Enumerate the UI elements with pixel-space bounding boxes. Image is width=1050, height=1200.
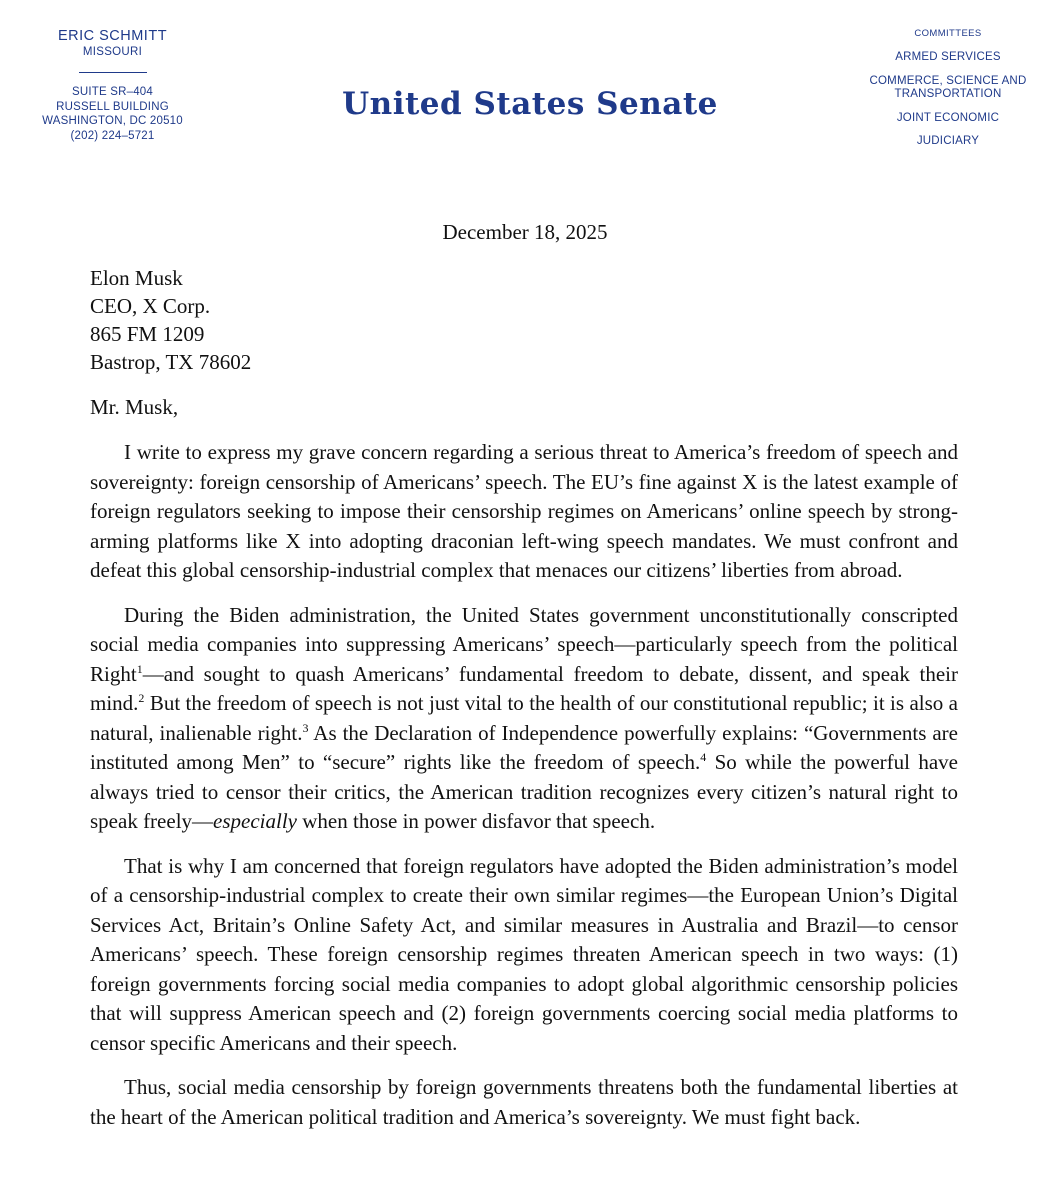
- letterhead-committees: [860, 28, 1036, 159]
- letterhead-left: [20, 28, 205, 143]
- recipient-line: Bastrop, TX 78602: [90, 350, 252, 374]
- letterhead-divider: [79, 72, 147, 73]
- paragraph-2-text: —and sought to quash Americans’ fundamental freedom to debate, dissent, and speak their mind.: [90, 661, 958, 715]
- office-address-line: WASHINGTON, DC 20510: [42, 115, 183, 127]
- office-address-line: RUSSELL BUILDING: [56, 100, 169, 113]
- footnote-ref-3[interactable]: 3: [302, 720, 309, 735]
- letter-body: [90, 438, 958, 1147]
- footnote-ref-4[interactable]: 4: [700, 750, 707, 764]
- paragraph-2-text: As the Declaration of Independence powerfully explains: “Governments are instituted among Men” to “secure” rights like the freedom of speech.: [90, 720, 958, 774]
- letterhead-title: United States Senate: [342, 86, 718, 122]
- paragraph-3: That is why I am concerned that foreign regulators have adopted the Biden administration’s model of a censorship-industrial complex to create their own similar regimes—the European Union’s Digital Services Act, Britain’s Online Safety Act, and similar measures in Australia and Brazil—to censor Americans’ speech. These foreign censorship regimes threaten American speech in two ways: (1) foreign governments forcing social media companies to adopt global algorithmic censorship policies that will suppress American speech and (2) foreign governments coercing social media platforms to censor specific Americans and their speech.: [90, 853, 958, 1055]
- letter-date: December 18, 2025: [442, 220, 608, 244]
- committees-heading: COMMITTEES: [914, 28, 982, 39]
- committee-item: ARMED SERVICES: [895, 51, 1001, 63]
- emphasis-word: especially: [213, 809, 297, 833]
- senator-name: ERIC SCHMITT: [57, 28, 168, 44]
- senator-state: MISSOURI: [82, 46, 143, 58]
- paragraph-2-text: So while the powerful have always tried to censor their critics, the American tradition recognizes every citizen’s natural right to speak freely—: [90, 750, 958, 833]
- committee-item: COMMERCE, SCIENCE AND TRANSPORTATION: [869, 74, 1027, 100]
- recipient-line: CEO, X Corp.: [90, 294, 211, 318]
- recipient-line: Elon Musk: [90, 266, 183, 290]
- paragraph-1: I write to express my grave concern regarding a serious threat to America’s freedom of speech and sovereignty: foreign censorship of Americans’ speech. The EU’s fine against X is the latest example of foreign regulators seeking to impose their censorship regimes on Americans’ online speech by strong-arming platforms like X into adopting draconian left-wing speech mandates. We must confront and defeat this global censorship-industrial complex that menaces our citizens’ liberties from abroad.: [90, 440, 958, 582]
- office-address-line: SUITE SR–404: [71, 86, 154, 98]
- committee-item: JOINT ECONOMIC: [896, 111, 1000, 124]
- recipient-line: 865 FM 1209: [90, 322, 205, 346]
- paragraph-2: [90, 601, 958, 837]
- recipient-block: [90, 264, 251, 376]
- paragraph-2-text: During the Biden administration, the United States government unconstitutionally conscripted social media companies into suppressing Americans’ speech—particularly speech from the political Right: [90, 602, 958, 686]
- salutation: Mr. Musk,: [90, 395, 179, 419]
- paragraph-4: Thus, social media censorship by foreign governments threatens both the fundamental liberties at the heart of the American political tradition and America’s sovereignty. We must fight back.: [90, 1075, 958, 1129]
- footnote-ref-2[interactable]: 2: [138, 691, 145, 705]
- footnote-ref-1[interactable]: 1: [136, 661, 143, 676]
- paragraph-2-text: But the freedom of speech is not just vital to the health of our constitutional republic; it is also a natural, inalienable right.: [90, 691, 958, 745]
- paragraph-2-text: when those in power disfavor that speech.: [297, 809, 656, 833]
- office-phone: (202) 224–5721: [70, 129, 155, 142]
- committee-item: JUDICIARY: [916, 135, 980, 147]
